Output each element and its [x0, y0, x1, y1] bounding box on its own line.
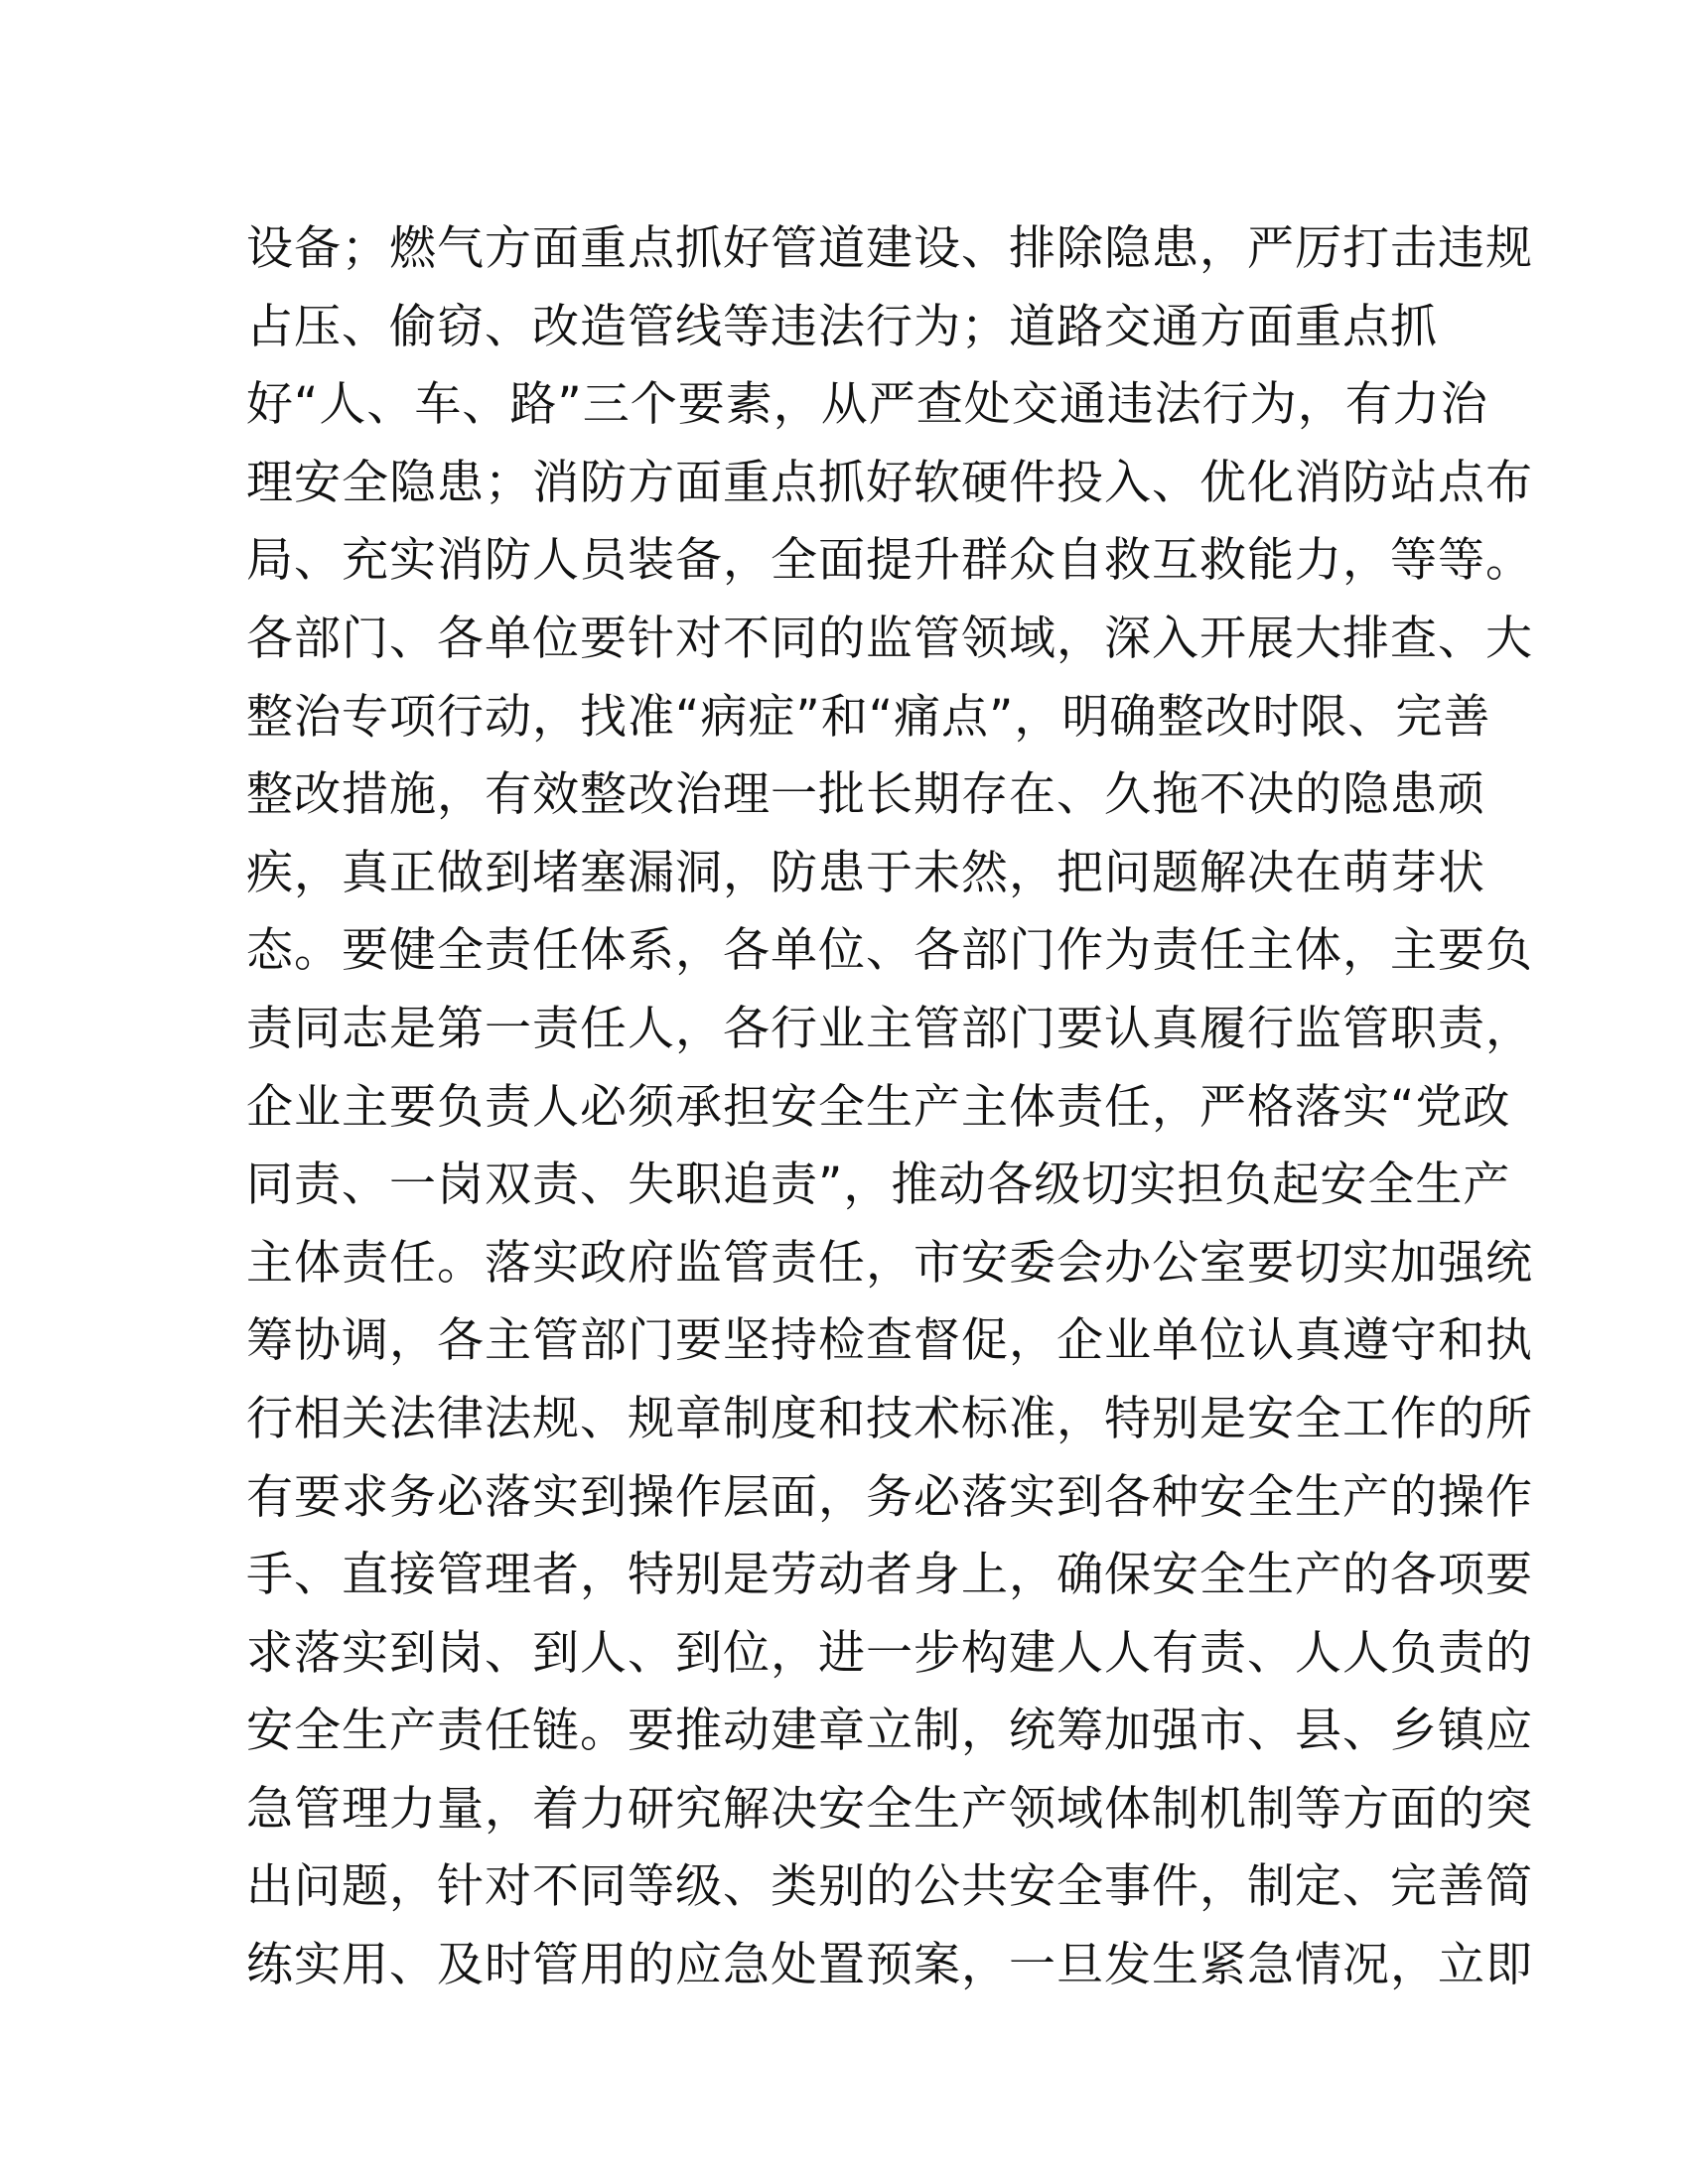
text-line: 疾，真正做到堵塞漏洞，防患于未然，把问题解决在萌芽状 [246, 845, 1485, 900]
text-line: 手、直接管理者，特别是劳动者身上，确保安全生产的各项要 [246, 1548, 1533, 1603]
text-line: 同责、一岗双责、失职追责”，推动各级切实担负起安全生产 [246, 1158, 1511, 1213]
text-line: 局、充实消防人员装备，全面提升群众自救互救能力，等等。 [246, 533, 1533, 589]
text-line: 行相关法律法规、规章制度和技术标准，特别是安全工作的所 [246, 1391, 1533, 1446]
text-line: 练实用、及时管用的应急处置预案，一旦发生紧急情况，立即 [246, 1938, 1533, 1993]
text-line: 理安全隐患；消防方面重点抓好软硬件投入、优化消防站点布 [246, 455, 1533, 510]
text-line: 出问题，针对不同等级、类别的公共安全事件，制定、完善简 [246, 1859, 1533, 1915]
text-line: 企业主要负责人必须承担安全生产主体责任，严格落实“党政 [246, 1079, 1511, 1135]
text-line: 态。要健全责任体系，各单位、各部门作为责任主体，主要负 [246, 923, 1533, 979]
text-line: 主体责任。落实政府监管责任，市安委会办公室要切实加强统 [246, 1235, 1533, 1291]
text-line: 求落实到岗、到人、到位，进一步构建人人有责、人人负责的 [246, 1625, 1533, 1681]
text-line: 有要求务必落实到操作层面，务必落实到各种安全生产的操作 [246, 1469, 1533, 1525]
text-line: 占压、偷窃、改造管线等违法行为；道路交通方面重点抓 [246, 299, 1438, 354]
text-line: 安全生产责任链。要推动建章立制，统筹加强市、县、乡镇应 [246, 1704, 1533, 1759]
text-line: 筹协调，各主管部门要坚持检查督促，企业单位认真遵守和执 [246, 1313, 1533, 1369]
text-line: 设备；燃气方面重点抓好管道建设、排除隐患，严厉打击违规 [246, 221, 1533, 276]
text-line: 好“人、车、路”三个要素，从严查处交通违法行为，有力治 [246, 377, 1488, 433]
text-line: 责同志是第一责任人，各行业主管部门要认真履行监管职责， [246, 1001, 1533, 1056]
text-line: 急管理力量，着力研究解决安全生产领域体制机制等方面的突 [246, 1781, 1533, 1837]
text-line: 各部门、各单位要针对不同的监管领域，深入开展大排查、大 [246, 611, 1533, 666]
text-line: 整治专项行动，找准“病症”和“痛点”，明确整改时限、完善 [246, 689, 1491, 745]
text-line: 整改措施，有效整改治理一批长期存在、久拖不决的隐患顽 [246, 767, 1485, 823]
body-text [246, 210, 1533, 2005]
